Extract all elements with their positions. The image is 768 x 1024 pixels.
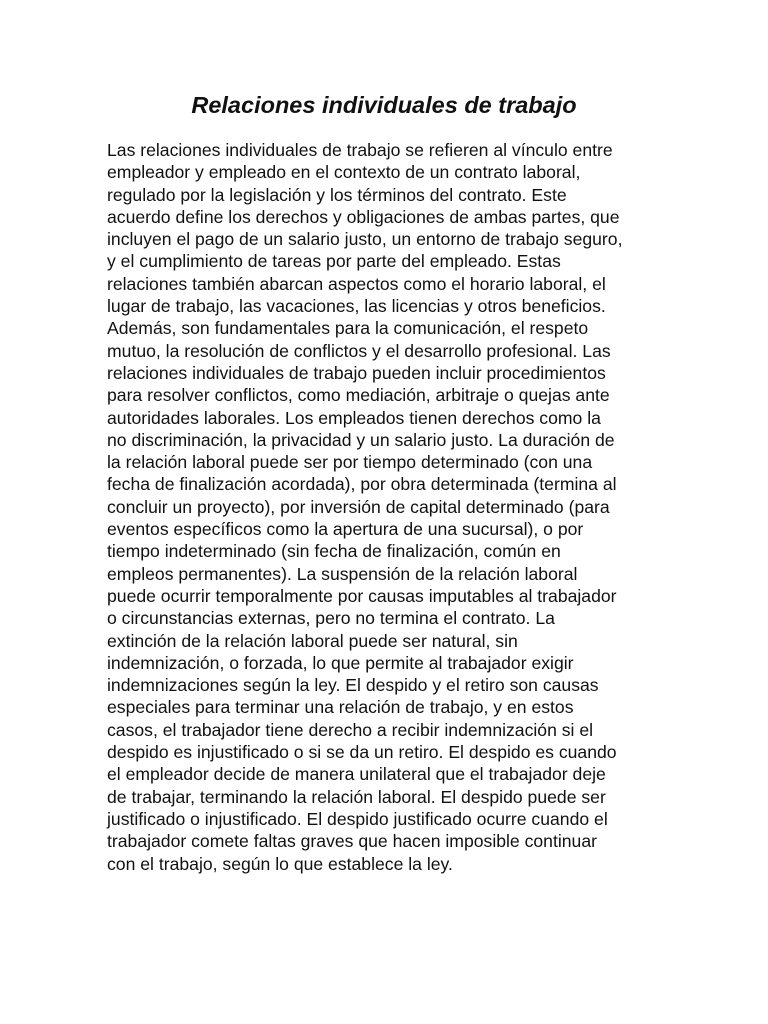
body-line: acuerdo define los derechos y obligaciones de ambas partes, que [107,206,620,227]
body-line: tiempo indeterminado (sin fecha de finalización, común en [107,541,561,562]
body-line: de trabajar, terminando la relación laboral. El despido puede ser [107,786,606,807]
body-line: la relación laboral puede ser por tiempo determinado (con una [107,452,593,473]
body-line: eventos específicos como la apertura de una sucursal), o por [107,519,584,540]
body-line: despido es injustificado o si se da un retiro. El despido es cuando [107,742,617,763]
body-line: Además, son fundamentales para la comunicación, el respeto [107,318,589,339]
body-line: casos, el trabajador tiene derecho a recibir indemnización si el [107,719,594,740]
body-line: y el cumplimiento de tareas por parte del empleado. Estas [107,251,561,272]
body-line: incluyen el pago de un salario justo, un entorno de trabajo seguro, [107,229,623,250]
body-line: no discriminación, la privacidad y un salario justo. La duración de [107,429,615,450]
body-line: puede ocurrir temporalmente por causas imputables al trabajador [107,585,617,606]
body-line: lugar de trabajo, las vacaciones, las licencias y otros beneficios. [107,296,606,317]
body-line: el empleador decide de manera unilateral que el trabajador deje [107,764,606,785]
body-line: relaciones individuales de trabajo pueden incluir procedimientos [107,362,606,383]
body-line: indemnizaciones según la ley. El despido y el retiro son causas [107,675,599,696]
body-line: justificado o injustificado. El despido justificado ocurre cuando el [107,808,608,829]
body-line: regulado por la legislación y los términos del contrato. Este [107,184,567,205]
body-line: o circunstancias externas, pero no termina el contrato. La [107,608,555,629]
body-line: trabajador comete faltas graves que hacen imposible continuar [107,831,597,852]
body-line: fecha de finalización acordada), por obra determinada (termina al [107,474,617,495]
body-line: concluir un proyecto), por inversión de capital determinado (para [107,496,610,517]
body-line: empleos permanentes). La suspensión de la relación laboral [107,563,578,584]
body-line: mutuo, la resolución de conflictos y el desarrollo profesional. Las [107,340,611,361]
body-line: indemnización, o forzada, lo que permite al trabajador exigir [107,652,574,673]
document-body [107,139,667,875]
body-line: empleador y empleado en el contexto de un contrato laboral, [107,162,581,183]
body-line: con el trabajo, según lo que establece la ley. [107,853,453,874]
body-line: especiales para terminar una relación de trabajo, y en estos [107,697,574,718]
body-line: relaciones también abarcan aspectos como el horario laboral, el [107,273,606,294]
body-line: para resolver conflictos, como mediación, arbitraje o quejas ante [107,385,610,406]
body-line: extinción de la relación laboral puede ser natural, sin [107,630,518,651]
body-line: Las relaciones individuales de trabajo se refieren al vínculo entre [107,140,613,160]
body-line: autoridades laborales. Los empleados tienen derechos como la [107,407,601,428]
document-title: Relaciones individuales de trabajo [191,92,577,118]
